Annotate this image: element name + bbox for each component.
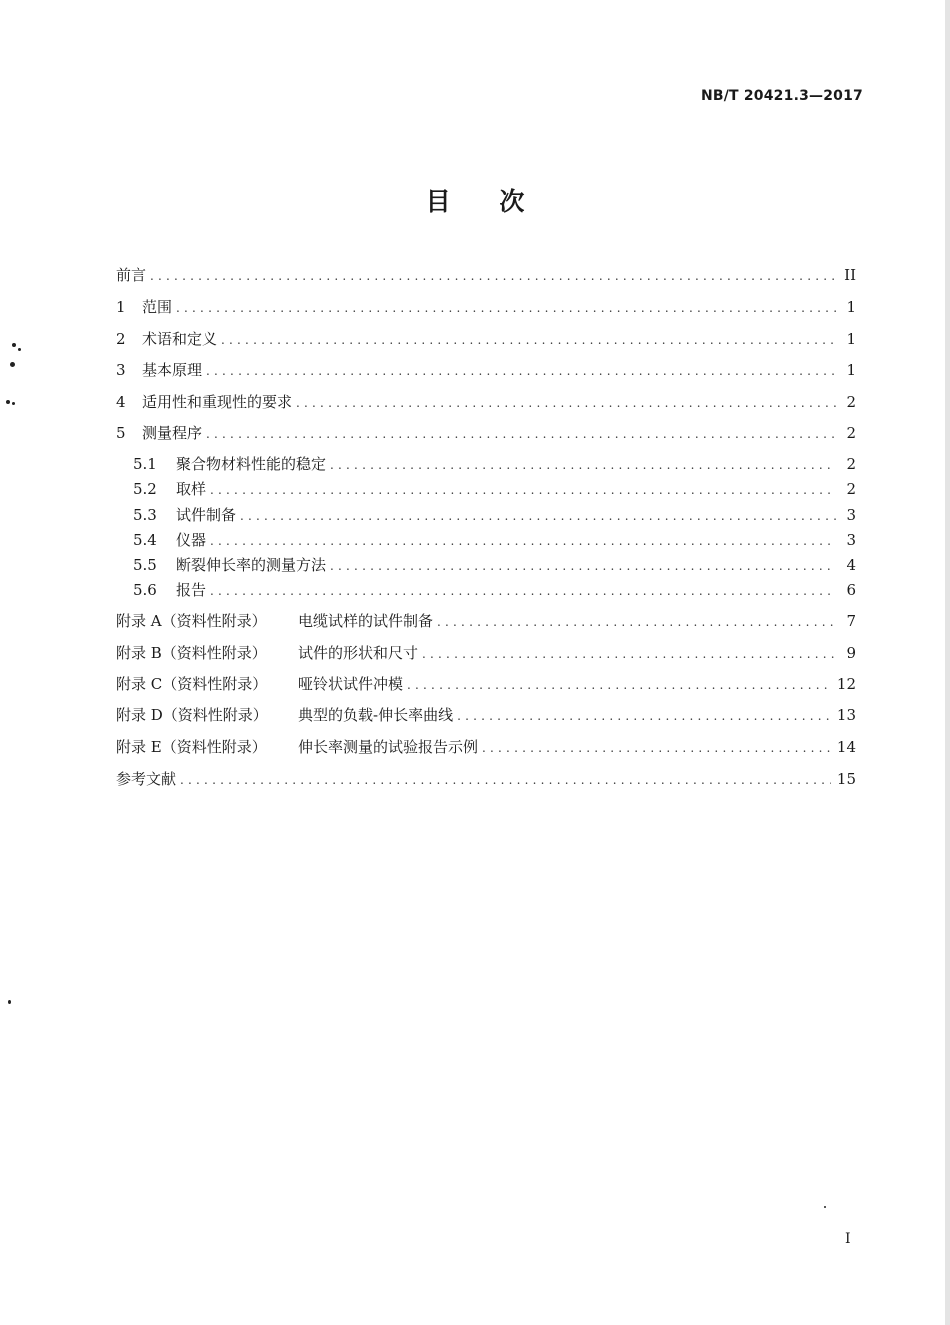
page-title: 目 次 (425, 187, 545, 216)
toc-item-5-2[interactable] (133, 478, 856, 500)
toc-item-5-3[interactable] (133, 504, 856, 526)
toc-leader (210, 479, 836, 501)
toc-label: 典型的负载-伸长率曲线 (298, 706, 454, 724)
toc-leader (422, 643, 836, 665)
toc-item-2[interactable] (116, 328, 856, 350)
toc-leader (296, 392, 836, 414)
toc-item-5[interactable] (116, 422, 856, 444)
toc-item-4[interactable] (116, 391, 856, 413)
toc-label: 报告 (176, 581, 207, 599)
toc-item-1[interactable] (116, 296, 856, 318)
scan-speck (824, 1206, 826, 1208)
appendix-label: 附录 E（资料性附录） (116, 738, 267, 756)
toc-leader (437, 611, 836, 633)
toc-label: 范围 (142, 298, 173, 316)
toc-leader (221, 329, 836, 351)
toc-number: 3 (116, 361, 126, 379)
toc-label: 参考文献 (116, 770, 177, 788)
toc-number: 5 (116, 424, 126, 442)
toc-page: 1 (846, 330, 856, 348)
toc-label: 基本原理 (142, 361, 203, 379)
toc-page: 4 (846, 556, 856, 574)
toc-label: 取样 (176, 480, 207, 498)
toc-number: 5.5 (133, 556, 157, 574)
toc-page: 2 (846, 393, 856, 411)
standard-code: NB/T 20421.3—2017 (700, 88, 863, 104)
toc-item-3[interactable] (116, 359, 856, 381)
toc-label: 前言 (116, 266, 147, 284)
page-number: I (845, 1231, 851, 1247)
toc-item-references[interactable] (116, 768, 856, 790)
toc-number: 1 (116, 298, 126, 316)
toc-page: 2 (846, 480, 856, 498)
toc-leader (206, 423, 836, 445)
toc-leader (457, 705, 831, 727)
toc-leader (180, 769, 831, 791)
toc-page: 14 (836, 738, 856, 756)
toc-page: 2 (846, 455, 856, 473)
toc-page: 1 (846, 298, 856, 316)
toc-label: 适用性和重现性的要求 (142, 393, 293, 411)
scan-speck (12, 343, 16, 347)
toc-page: 12 (836, 675, 856, 693)
appendix-label: 附录 C（资料性附录） (116, 675, 268, 693)
appendix-label: 附录 D（资料性附录） (116, 706, 268, 724)
toc-number: 4 (116, 393, 126, 411)
toc-label: 聚合物材料性能的稳定 (176, 455, 327, 473)
toc-page: 9 (846, 644, 856, 662)
toc-page: 15 (836, 770, 856, 788)
toc-label: 试件的形状和尺寸 (298, 644, 419, 662)
toc-number: 5.6 (133, 581, 157, 599)
toc-label: 伸长率测量的试验报告示例 (298, 738, 479, 756)
toc-page: 7 (846, 612, 856, 630)
toc-page: 13 (836, 706, 856, 724)
toc-item-5-1[interactable] (133, 453, 856, 475)
toc-page: 3 (846, 531, 856, 549)
scan-speck (18, 348, 21, 351)
toc-number: 2 (116, 330, 126, 348)
toc-number: 5.1 (133, 455, 157, 473)
toc-number: 5.4 (133, 531, 157, 549)
toc-number: 5.2 (133, 480, 157, 498)
toc-leader (210, 530, 836, 552)
toc-leader (407, 674, 831, 696)
toc-leader (150, 265, 836, 287)
toc-item-5-5[interactable] (133, 554, 856, 576)
appendix-label: 附录 B（资料性附录） (116, 644, 267, 662)
toc-leader (206, 360, 836, 382)
toc-leader (176, 297, 836, 319)
toc-leader (210, 580, 836, 602)
toc-item-5-6[interactable] (133, 579, 856, 601)
toc-item-5-4[interactable] (133, 529, 856, 551)
scan-speck (8, 1000, 11, 1004)
toc-appendix-c[interactable] (116, 673, 856, 695)
toc-page: 1 (846, 361, 856, 379)
toc-page: 3 (846, 506, 856, 524)
toc-leader (240, 505, 836, 527)
toc-label: 术语和定义 (142, 330, 218, 348)
toc-leader (330, 454, 836, 476)
toc-label: 电缆试样的试件制备 (298, 612, 434, 630)
toc-appendix-d[interactable] (116, 704, 856, 726)
toc-label: 哑铃状试件冲模 (298, 675, 404, 693)
toc-appendix-b[interactable] (116, 642, 856, 664)
toc-label: 试件制备 (176, 506, 237, 524)
appendix-label: 附录 A（资料性附录） (116, 612, 267, 630)
toc-label: 断裂伸长率的测量方法 (176, 556, 327, 574)
toc-leader (330, 555, 836, 577)
toc-number: 5.3 (133, 506, 157, 524)
toc-page: 6 (846, 581, 856, 599)
toc-item-foreword[interactable] (116, 264, 856, 286)
toc-page: II (844, 266, 856, 284)
scan-speck (10, 362, 15, 367)
toc-page: 2 (846, 424, 856, 442)
toc-leader (482, 737, 831, 759)
scan-speck (6, 400, 10, 404)
toc-label: 仪器 (176, 531, 207, 549)
toc-label: 测量程序 (142, 424, 203, 442)
toc-appendix-a[interactable] (116, 610, 856, 632)
scan-speck (12, 402, 15, 405)
toc-appendix-e[interactable] (116, 736, 856, 758)
